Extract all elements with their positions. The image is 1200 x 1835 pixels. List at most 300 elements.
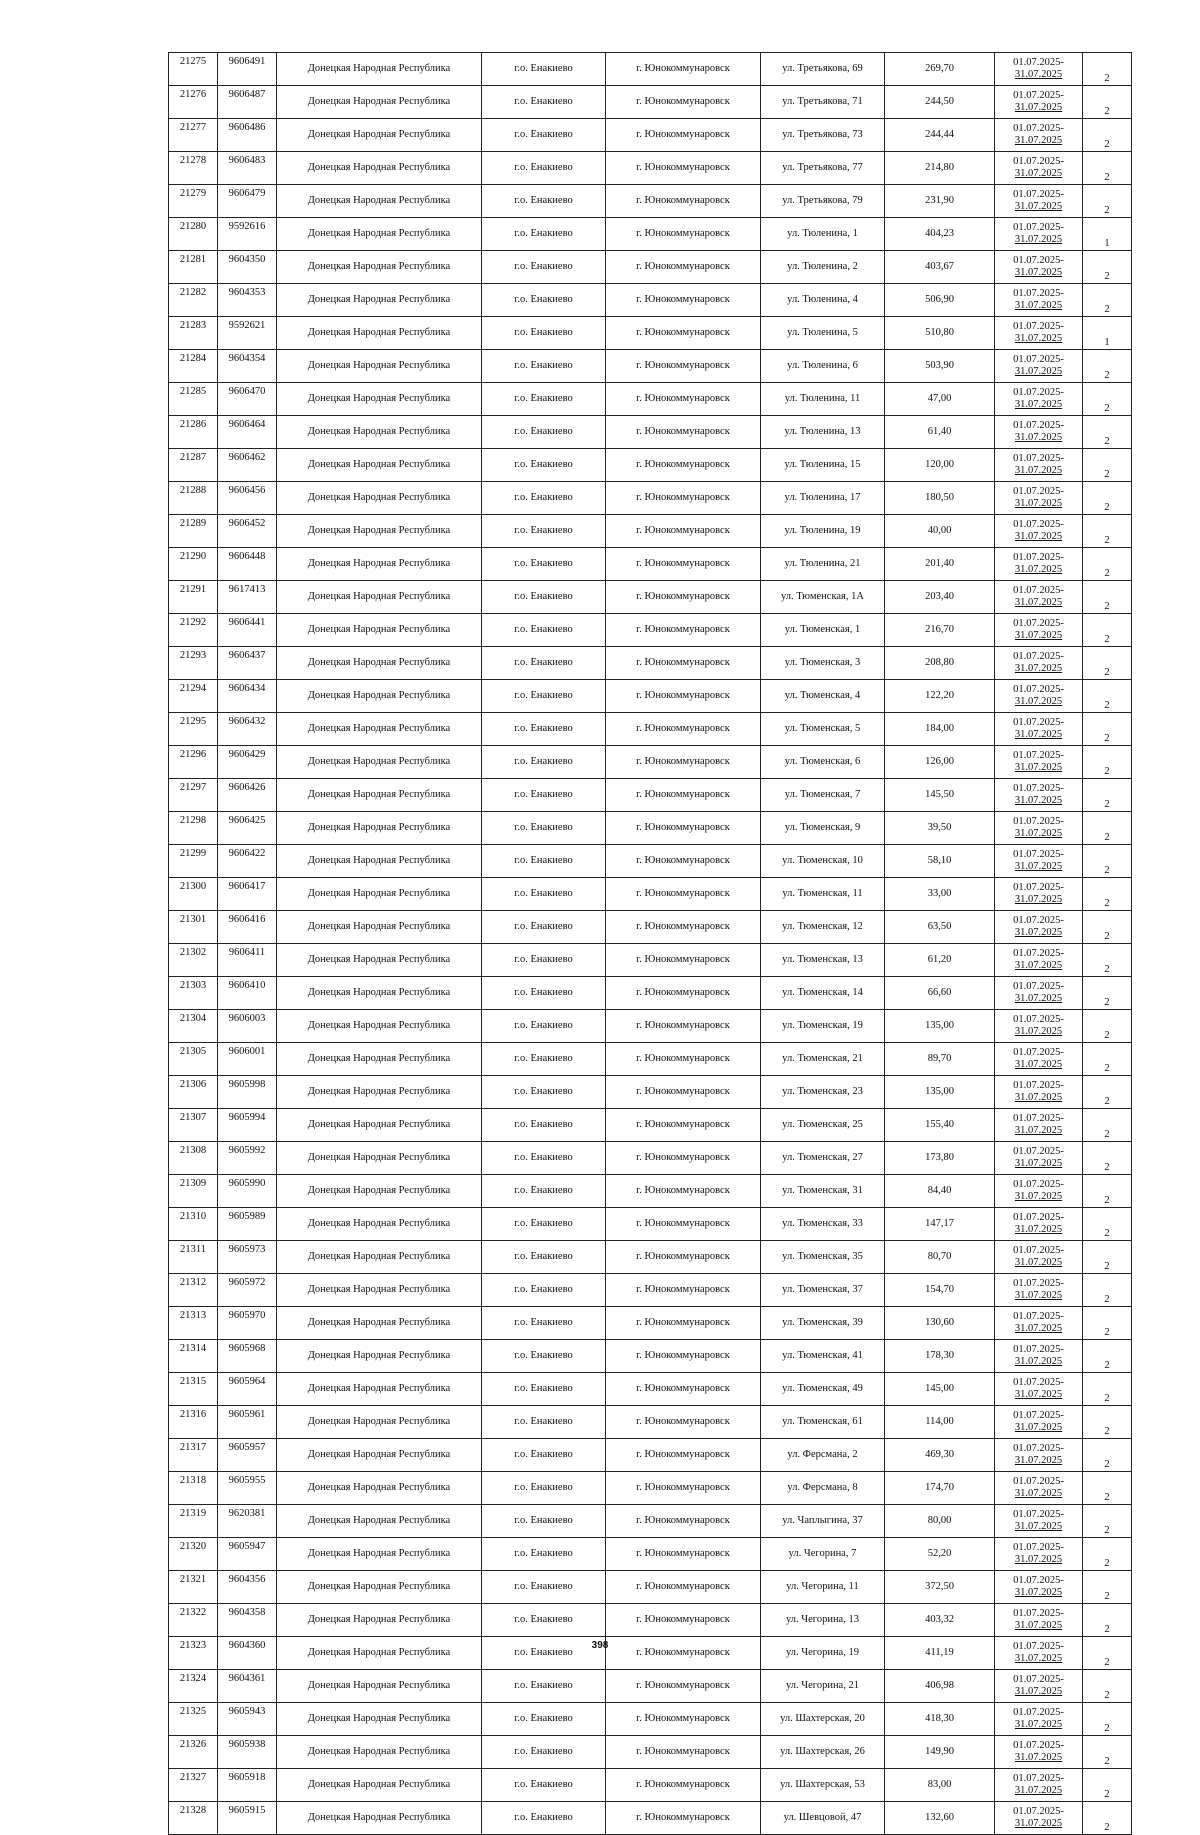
district-cell: г.о. Енакиево bbox=[482, 383, 606, 416]
region-cell: Донецкая Народная Республика bbox=[277, 812, 482, 845]
city-cell: г. Юнокоммунаровск bbox=[606, 482, 761, 515]
district-cell: г.о. Енакиево bbox=[482, 1472, 606, 1505]
period-cell bbox=[995, 911, 1083, 944]
area-cell: 178,30 bbox=[885, 1340, 995, 1373]
area-cell: 469,30 bbox=[885, 1439, 995, 1472]
period-cell bbox=[995, 746, 1083, 779]
district-cell: г.о. Енакиево bbox=[482, 1703, 606, 1736]
area-cell: 231,90 bbox=[885, 185, 995, 218]
address-cell: ул. Тюменская, 11 bbox=[761, 878, 885, 911]
count-cell: 2 bbox=[1083, 1274, 1132, 1307]
table-row bbox=[169, 1076, 1132, 1109]
city-cell: г. Юнокоммунаровск bbox=[606, 812, 761, 845]
count-cell: 2 bbox=[1083, 746, 1132, 779]
cadastral-id-cell: 9605943 bbox=[218, 1703, 277, 1736]
period-start: 01.07.2025- bbox=[1013, 1277, 1064, 1289]
address-cell: ул. Чегорина, 13 bbox=[761, 1604, 885, 1637]
table-row bbox=[169, 251, 1132, 284]
period-end: 31.07.2025 bbox=[1014, 795, 1063, 806]
cadastral-id-cell: 9605918 bbox=[218, 1769, 277, 1802]
city-cell: г. Юнокоммунаровск bbox=[606, 350, 761, 383]
city-cell: г. Юнокоммунаровск bbox=[606, 1109, 761, 1142]
row-number-cell: 21292 bbox=[169, 614, 218, 647]
table-row bbox=[169, 1703, 1132, 1736]
district-cell: г.о. Енакиево bbox=[482, 1439, 606, 1472]
cadastral-id-cell: 9605938 bbox=[218, 1736, 277, 1769]
region-cell: Донецкая Народная Республика bbox=[277, 1076, 482, 1109]
district-cell: г.о. Енакиево bbox=[482, 680, 606, 713]
table-row bbox=[169, 746, 1132, 779]
city-cell: г. Юнокоммунаровск bbox=[606, 1604, 761, 1637]
address-cell: ул. Тюменская, 33 bbox=[761, 1208, 885, 1241]
city-cell: г. Юнокоммунаровск bbox=[606, 878, 761, 911]
row-number-cell: 21328 bbox=[169, 1802, 218, 1835]
address-cell: ул. Тюменская, 35 bbox=[761, 1241, 885, 1274]
address-cell: ул. Тюменская, 13 bbox=[761, 944, 885, 977]
address-cell: ул. Тюленина, 13 bbox=[761, 416, 885, 449]
period-start: 01.07.2025- bbox=[1013, 848, 1064, 860]
period-start: 01.07.2025- bbox=[1013, 1574, 1064, 1586]
row-number-cell: 21280 bbox=[169, 218, 218, 251]
row-number-cell: 21300 bbox=[169, 878, 218, 911]
row-number-cell: 21281 bbox=[169, 251, 218, 284]
region-cell: Донецкая Народная Республика bbox=[277, 515, 482, 548]
period-cell bbox=[995, 1736, 1083, 1769]
district-cell: г.о. Енакиево bbox=[482, 1043, 606, 1076]
period-end: 31.07.2025 bbox=[1014, 531, 1063, 542]
period-cell bbox=[995, 1142, 1083, 1175]
table-row bbox=[169, 878, 1132, 911]
region-cell: Донецкая Народная Республика bbox=[277, 878, 482, 911]
period-end: 31.07.2025 bbox=[1014, 1191, 1063, 1202]
district-cell: г.о. Енакиево bbox=[482, 86, 606, 119]
period-start: 01.07.2025- bbox=[1013, 1046, 1064, 1058]
row-number-cell: 21283 bbox=[169, 317, 218, 350]
region-cell: Донецкая Народная Республика bbox=[277, 185, 482, 218]
count-cell: 2 bbox=[1083, 1406, 1132, 1439]
region-cell: Донецкая Народная Республика bbox=[277, 1043, 482, 1076]
city-cell: г. Юнокоммунаровск bbox=[606, 1175, 761, 1208]
period-cell bbox=[995, 251, 1083, 284]
table-row bbox=[169, 1604, 1132, 1637]
table-row bbox=[169, 1769, 1132, 1802]
count-cell: 2 bbox=[1083, 1373, 1132, 1406]
table-row bbox=[169, 1439, 1132, 1472]
city-cell: г. Юнокоммунаровск bbox=[606, 1406, 761, 1439]
count-cell: 2 bbox=[1083, 614, 1132, 647]
count-cell: 2 bbox=[1083, 251, 1132, 284]
row-number-cell: 21279 bbox=[169, 185, 218, 218]
row-number-cell: 21286 bbox=[169, 416, 218, 449]
district-cell: г.о. Енакиево bbox=[482, 812, 606, 845]
area-cell: 216,70 bbox=[885, 614, 995, 647]
count-cell: 2 bbox=[1083, 1439, 1132, 1472]
count-cell: 2 bbox=[1083, 1142, 1132, 1175]
period-end: 31.07.2025 bbox=[1014, 201, 1063, 212]
period-cell bbox=[995, 878, 1083, 911]
period-cell bbox=[995, 515, 1083, 548]
row-number-cell: 21306 bbox=[169, 1076, 218, 1109]
area-cell: 83,00 bbox=[885, 1769, 995, 1802]
district-cell: г.о. Енакиево bbox=[482, 482, 606, 515]
address-cell: ул. Третьякова, 73 bbox=[761, 119, 885, 152]
area-cell: 52,20 bbox=[885, 1538, 995, 1571]
district-cell: г.о. Енакиево bbox=[482, 1109, 606, 1142]
address-cell: ул. Тюменская, 23 bbox=[761, 1076, 885, 1109]
count-cell: 2 bbox=[1083, 152, 1132, 185]
count-cell: 2 bbox=[1083, 812, 1132, 845]
district-cell: г.о. Енакиево bbox=[482, 779, 606, 812]
city-cell: г. Юнокоммунаровск bbox=[606, 1505, 761, 1538]
period-cell bbox=[995, 1604, 1083, 1637]
period-start: 01.07.2025- bbox=[1013, 683, 1064, 695]
address-cell: ул. Чегорина, 7 bbox=[761, 1538, 885, 1571]
period-end: 31.07.2025 bbox=[1014, 960, 1063, 971]
region-cell: Донецкая Народная Республика bbox=[277, 383, 482, 416]
district-cell: г.о. Енакиево bbox=[482, 1637, 606, 1670]
city-cell: г. Юнокоммунаровск bbox=[606, 185, 761, 218]
region-cell: Донецкая Народная Республика bbox=[277, 1208, 482, 1241]
row-number-cell: 21277 bbox=[169, 119, 218, 152]
period-start: 01.07.2025- bbox=[1013, 320, 1064, 332]
period-start: 01.07.2025- bbox=[1013, 56, 1064, 68]
table-row bbox=[169, 317, 1132, 350]
period-start: 01.07.2025- bbox=[1013, 287, 1064, 299]
table-row bbox=[169, 1538, 1132, 1571]
row-number-cell: 21301 bbox=[169, 911, 218, 944]
row-number-cell: 21315 bbox=[169, 1373, 218, 1406]
period-start: 01.07.2025- bbox=[1013, 485, 1064, 497]
period-end: 31.07.2025 bbox=[1014, 1620, 1063, 1631]
period-start: 01.07.2025- bbox=[1013, 650, 1064, 662]
cadastral-id-cell: 9604356 bbox=[218, 1571, 277, 1604]
period-cell bbox=[995, 1769, 1083, 1802]
period-cell bbox=[995, 647, 1083, 680]
row-number-cell: 21296 bbox=[169, 746, 218, 779]
city-cell: г. Юнокоммунаровск bbox=[606, 152, 761, 185]
period-cell bbox=[995, 53, 1083, 86]
city-cell: г. Юнокоммунаровск bbox=[606, 713, 761, 746]
period-start: 01.07.2025- bbox=[1013, 1673, 1064, 1685]
count-cell: 2 bbox=[1083, 1670, 1132, 1703]
city-cell: г. Юнокоммунаровск bbox=[606, 515, 761, 548]
cadastral-id-cell: 9606441 bbox=[218, 614, 277, 647]
city-cell: г. Юнокоммунаровск bbox=[606, 1208, 761, 1241]
period-cell bbox=[995, 1274, 1083, 1307]
area-cell: 404,23 bbox=[885, 218, 995, 251]
period-end: 31.07.2025 bbox=[1014, 168, 1063, 179]
cadastral-id-cell: 9606470 bbox=[218, 383, 277, 416]
row-number-cell: 21324 bbox=[169, 1670, 218, 1703]
region-cell: Донецкая Народная Республика bbox=[277, 944, 482, 977]
table-row bbox=[169, 581, 1132, 614]
city-cell: г. Юнокоммунаровск bbox=[606, 746, 761, 779]
period-cell bbox=[995, 779, 1083, 812]
district-cell: г.о. Енакиево bbox=[482, 152, 606, 185]
row-number-cell: 21308 bbox=[169, 1142, 218, 1175]
table-row bbox=[169, 812, 1132, 845]
period-start: 01.07.2025- bbox=[1013, 584, 1064, 596]
city-cell: г. Юнокоммунаровск bbox=[606, 1538, 761, 1571]
row-number-cell: 21289 bbox=[169, 515, 218, 548]
row-number-cell: 21319 bbox=[169, 1505, 218, 1538]
address-cell: ул. Тюменская, 3 bbox=[761, 647, 885, 680]
period-end: 31.07.2025 bbox=[1014, 927, 1063, 938]
period-end: 31.07.2025 bbox=[1014, 399, 1063, 410]
city-cell: г. Юнокоммунаровск bbox=[606, 1472, 761, 1505]
address-cell: ул. Тюленина, 2 bbox=[761, 251, 885, 284]
period-end: 31.07.2025 bbox=[1014, 696, 1063, 707]
area-cell: 114,00 bbox=[885, 1406, 995, 1439]
table-row bbox=[169, 119, 1132, 152]
cadastral-id-cell: 9604353 bbox=[218, 284, 277, 317]
period-cell bbox=[995, 1043, 1083, 1076]
period-end: 31.07.2025 bbox=[1014, 564, 1063, 575]
city-cell: г. Юнокоммунаровск bbox=[606, 1571, 761, 1604]
row-number-cell: 21275 bbox=[169, 53, 218, 86]
period-start: 01.07.2025- bbox=[1013, 386, 1064, 398]
region-cell: Донецкая Народная Республика bbox=[277, 1439, 482, 1472]
city-cell: г. Юнокоммунаровск bbox=[606, 1736, 761, 1769]
region-cell: Донецкая Народная Республика bbox=[277, 416, 482, 449]
period-start: 01.07.2025- bbox=[1013, 551, 1064, 563]
area-cell: 510,80 bbox=[885, 317, 995, 350]
area-cell: 406,98 bbox=[885, 1670, 995, 1703]
region-cell: Донецкая Народная Республика bbox=[277, 1340, 482, 1373]
district-cell: г.о. Енакиево bbox=[482, 1142, 606, 1175]
data-table bbox=[168, 52, 1132, 1835]
region-cell: Донецкая Народная Республика bbox=[277, 845, 482, 878]
address-cell: ул. Тюменская, 12 bbox=[761, 911, 885, 944]
table-row bbox=[169, 284, 1132, 317]
table-row bbox=[169, 1175, 1132, 1208]
city-cell: г. Юнокоммунаровск bbox=[606, 1439, 761, 1472]
area-cell: 208,80 bbox=[885, 647, 995, 680]
row-number-cell: 21288 bbox=[169, 482, 218, 515]
area-cell: 147,17 bbox=[885, 1208, 995, 1241]
count-cell: 2 bbox=[1083, 1769, 1132, 1802]
count-cell: 2 bbox=[1083, 1307, 1132, 1340]
period-cell bbox=[995, 185, 1083, 218]
city-cell: г. Юнокоммунаровск bbox=[606, 1076, 761, 1109]
period-end: 31.07.2025 bbox=[1014, 432, 1063, 443]
row-number-cell: 21298 bbox=[169, 812, 218, 845]
area-cell: 180,50 bbox=[885, 482, 995, 515]
cadastral-id-cell: 9604361 bbox=[218, 1670, 277, 1703]
period-end: 31.07.2025 bbox=[1014, 597, 1063, 608]
period-start: 01.07.2025- bbox=[1013, 1541, 1064, 1553]
cadastral-id-cell: 9605961 bbox=[218, 1406, 277, 1439]
district-cell: г.о. Енакиево bbox=[482, 878, 606, 911]
area-cell: 403,67 bbox=[885, 251, 995, 284]
period-end: 31.07.2025 bbox=[1014, 1818, 1063, 1829]
table-row bbox=[169, 1208, 1132, 1241]
period-start: 01.07.2025- bbox=[1013, 518, 1064, 530]
cadastral-id-cell: 9592621 bbox=[218, 317, 277, 350]
district-cell: г.о. Енакиево bbox=[482, 1571, 606, 1604]
table-row bbox=[169, 1571, 1132, 1604]
cadastral-id-cell: 9606456 bbox=[218, 482, 277, 515]
city-cell: г. Юнокоммунаровск bbox=[606, 1670, 761, 1703]
address-cell: ул. Тюменская, 25 bbox=[761, 1109, 885, 1142]
period-cell bbox=[995, 1802, 1083, 1835]
count-cell: 2 bbox=[1083, 1637, 1132, 1670]
area-cell: 145,50 bbox=[885, 779, 995, 812]
region-cell: Донецкая Народная Республика bbox=[277, 1307, 482, 1340]
area-cell: 184,00 bbox=[885, 713, 995, 746]
area-cell: 63,50 bbox=[885, 911, 995, 944]
period-end: 31.07.2025 bbox=[1014, 267, 1063, 278]
district-cell: г.о. Енакиево bbox=[482, 746, 606, 779]
period-start: 01.07.2025- bbox=[1013, 881, 1064, 893]
period-end: 31.07.2025 bbox=[1014, 1785, 1063, 1796]
cadastral-id-cell: 9605990 bbox=[218, 1175, 277, 1208]
city-cell: г. Юнокоммунаровск bbox=[606, 1340, 761, 1373]
period-cell bbox=[995, 482, 1083, 515]
district-cell: г.о. Енакиево bbox=[482, 944, 606, 977]
cadastral-id-cell: 9606487 bbox=[218, 86, 277, 119]
area-cell: 58,10 bbox=[885, 845, 995, 878]
district-cell: г.о. Енакиево bbox=[482, 614, 606, 647]
period-start: 01.07.2025- bbox=[1013, 1112, 1064, 1124]
area-cell: 66,60 bbox=[885, 977, 995, 1010]
period-start: 01.07.2025- bbox=[1013, 1607, 1064, 1619]
city-cell: г. Юнокоммунаровск bbox=[606, 581, 761, 614]
period-start: 01.07.2025- bbox=[1013, 1079, 1064, 1091]
district-cell: г.о. Енакиево bbox=[482, 1406, 606, 1439]
address-cell: ул. Тюменская, 10 bbox=[761, 845, 885, 878]
cadastral-id-cell: 9604350 bbox=[218, 251, 277, 284]
address-cell: ул. Тюленина, 17 bbox=[761, 482, 885, 515]
region-cell: Донецкая Народная Республика bbox=[277, 1670, 482, 1703]
region-cell: Донецкая Народная Республика bbox=[277, 1769, 482, 1802]
row-number-cell: 21287 bbox=[169, 449, 218, 482]
row-number-cell: 21309 bbox=[169, 1175, 218, 1208]
row-number-cell: 21285 bbox=[169, 383, 218, 416]
row-number-cell: 21321 bbox=[169, 1571, 218, 1604]
count-cell: 2 bbox=[1083, 1010, 1132, 1043]
cadastral-id-cell: 9606464 bbox=[218, 416, 277, 449]
district-cell: г.о. Енакиево bbox=[482, 416, 606, 449]
cadastral-id-cell: 9606001 bbox=[218, 1043, 277, 1076]
address-cell: ул. Ферсмана, 2 bbox=[761, 1439, 885, 1472]
city-cell: г. Юнокоммунаровск bbox=[606, 680, 761, 713]
area-cell: 269,70 bbox=[885, 53, 995, 86]
district-cell: г.о. Енакиево bbox=[482, 1604, 606, 1637]
address-cell: ул. Чаплыгина, 37 bbox=[761, 1505, 885, 1538]
district-cell: г.о. Енакиево bbox=[482, 350, 606, 383]
area-cell: 372,50 bbox=[885, 1571, 995, 1604]
region-cell: Донецкая Народная Республика bbox=[277, 1538, 482, 1571]
region-cell: Донецкая Народная Республика bbox=[277, 713, 482, 746]
count-cell: 2 bbox=[1083, 284, 1132, 317]
region-cell: Донецкая Народная Республика bbox=[277, 284, 482, 317]
district-cell: г.о. Енакиево bbox=[482, 581, 606, 614]
district-cell: г.о. Енакиево bbox=[482, 845, 606, 878]
count-cell: 2 bbox=[1083, 977, 1132, 1010]
region-cell: Донецкая Народная Республика bbox=[277, 1637, 482, 1670]
district-cell: г.о. Енакиево bbox=[482, 449, 606, 482]
table-row bbox=[169, 350, 1132, 383]
count-cell: 2 bbox=[1083, 515, 1132, 548]
area-cell: 506,90 bbox=[885, 284, 995, 317]
district-cell: г.о. Енакиево bbox=[482, 1208, 606, 1241]
period-start: 01.07.2025- bbox=[1013, 782, 1064, 794]
row-number-cell: 21291 bbox=[169, 581, 218, 614]
period-cell bbox=[995, 713, 1083, 746]
address-cell: ул. Шахтерская, 26 bbox=[761, 1736, 885, 1769]
area-cell: 61,20 bbox=[885, 944, 995, 977]
count-cell: 2 bbox=[1083, 1736, 1132, 1769]
table-row bbox=[169, 680, 1132, 713]
address-cell: ул. Тюменская, 4 bbox=[761, 680, 885, 713]
district-cell: г.о. Енакиево bbox=[482, 1736, 606, 1769]
period-start: 01.07.2025- bbox=[1013, 1805, 1064, 1817]
address-cell: ул. Тюменская, 49 bbox=[761, 1373, 885, 1406]
area-cell: 126,00 bbox=[885, 746, 995, 779]
count-cell: 2 bbox=[1083, 1505, 1132, 1538]
row-number-cell: 21310 bbox=[169, 1208, 218, 1241]
address-cell: ул. Тюленина, 15 bbox=[761, 449, 885, 482]
region-cell: Донецкая Народная Республика bbox=[277, 1736, 482, 1769]
district-cell: г.о. Енакиево bbox=[482, 1307, 606, 1340]
region-cell: Донецкая Народная Республика bbox=[277, 1274, 482, 1307]
table-row bbox=[169, 1010, 1132, 1043]
region-cell: Донецкая Народная Республика bbox=[277, 1142, 482, 1175]
region-cell: Донецкая Народная Республика bbox=[277, 977, 482, 1010]
row-number-cell: 21314 bbox=[169, 1340, 218, 1373]
count-cell: 2 bbox=[1083, 845, 1132, 878]
row-number-cell: 21311 bbox=[169, 1241, 218, 1274]
period-start: 01.07.2025- bbox=[1013, 617, 1064, 629]
period-end: 31.07.2025 bbox=[1014, 762, 1063, 773]
address-cell: ул. Тюленина, 21 bbox=[761, 548, 885, 581]
table-row bbox=[169, 1109, 1132, 1142]
count-cell: 2 bbox=[1083, 86, 1132, 119]
address-cell: ул. Тюменская, 39 bbox=[761, 1307, 885, 1340]
cadastral-id-cell: 9592616 bbox=[218, 218, 277, 251]
city-cell: г. Юнокоммунаровск bbox=[606, 383, 761, 416]
period-cell bbox=[995, 614, 1083, 647]
count-cell: 2 bbox=[1083, 383, 1132, 416]
period-start: 01.07.2025- bbox=[1013, 914, 1064, 926]
district-cell: г.о. Енакиево bbox=[482, 53, 606, 86]
area-cell: 155,40 bbox=[885, 1109, 995, 1142]
region-cell: Донецкая Народная Республика bbox=[277, 1406, 482, 1439]
address-cell: ул. Чегорина, 19 bbox=[761, 1637, 885, 1670]
row-number-cell: 21318 bbox=[169, 1472, 218, 1505]
period-end: 31.07.2025 bbox=[1014, 1323, 1063, 1334]
row-number-cell: 21327 bbox=[169, 1769, 218, 1802]
period-end: 31.07.2025 bbox=[1014, 630, 1063, 641]
district-cell: г.о. Енакиево bbox=[482, 1373, 606, 1406]
row-number-cell: 21320 bbox=[169, 1538, 218, 1571]
period-cell bbox=[995, 1175, 1083, 1208]
period-cell bbox=[995, 581, 1083, 614]
district-cell: г.о. Енакиево bbox=[482, 284, 606, 317]
row-number-cell: 21312 bbox=[169, 1274, 218, 1307]
period-start: 01.07.2025- bbox=[1013, 1178, 1064, 1190]
region-cell: Донецкая Народная Республика bbox=[277, 911, 482, 944]
city-cell: г. Юнокоммунаровск bbox=[606, 251, 761, 284]
period-cell bbox=[995, 1571, 1083, 1604]
address-cell: ул. Тюленина, 6 bbox=[761, 350, 885, 383]
table-row bbox=[169, 1802, 1132, 1835]
address-cell: ул. Тюменская, 19 bbox=[761, 1010, 885, 1043]
period-end: 31.07.2025 bbox=[1014, 1224, 1063, 1235]
count-cell: 2 bbox=[1083, 581, 1132, 614]
count-cell: 2 bbox=[1083, 1208, 1132, 1241]
